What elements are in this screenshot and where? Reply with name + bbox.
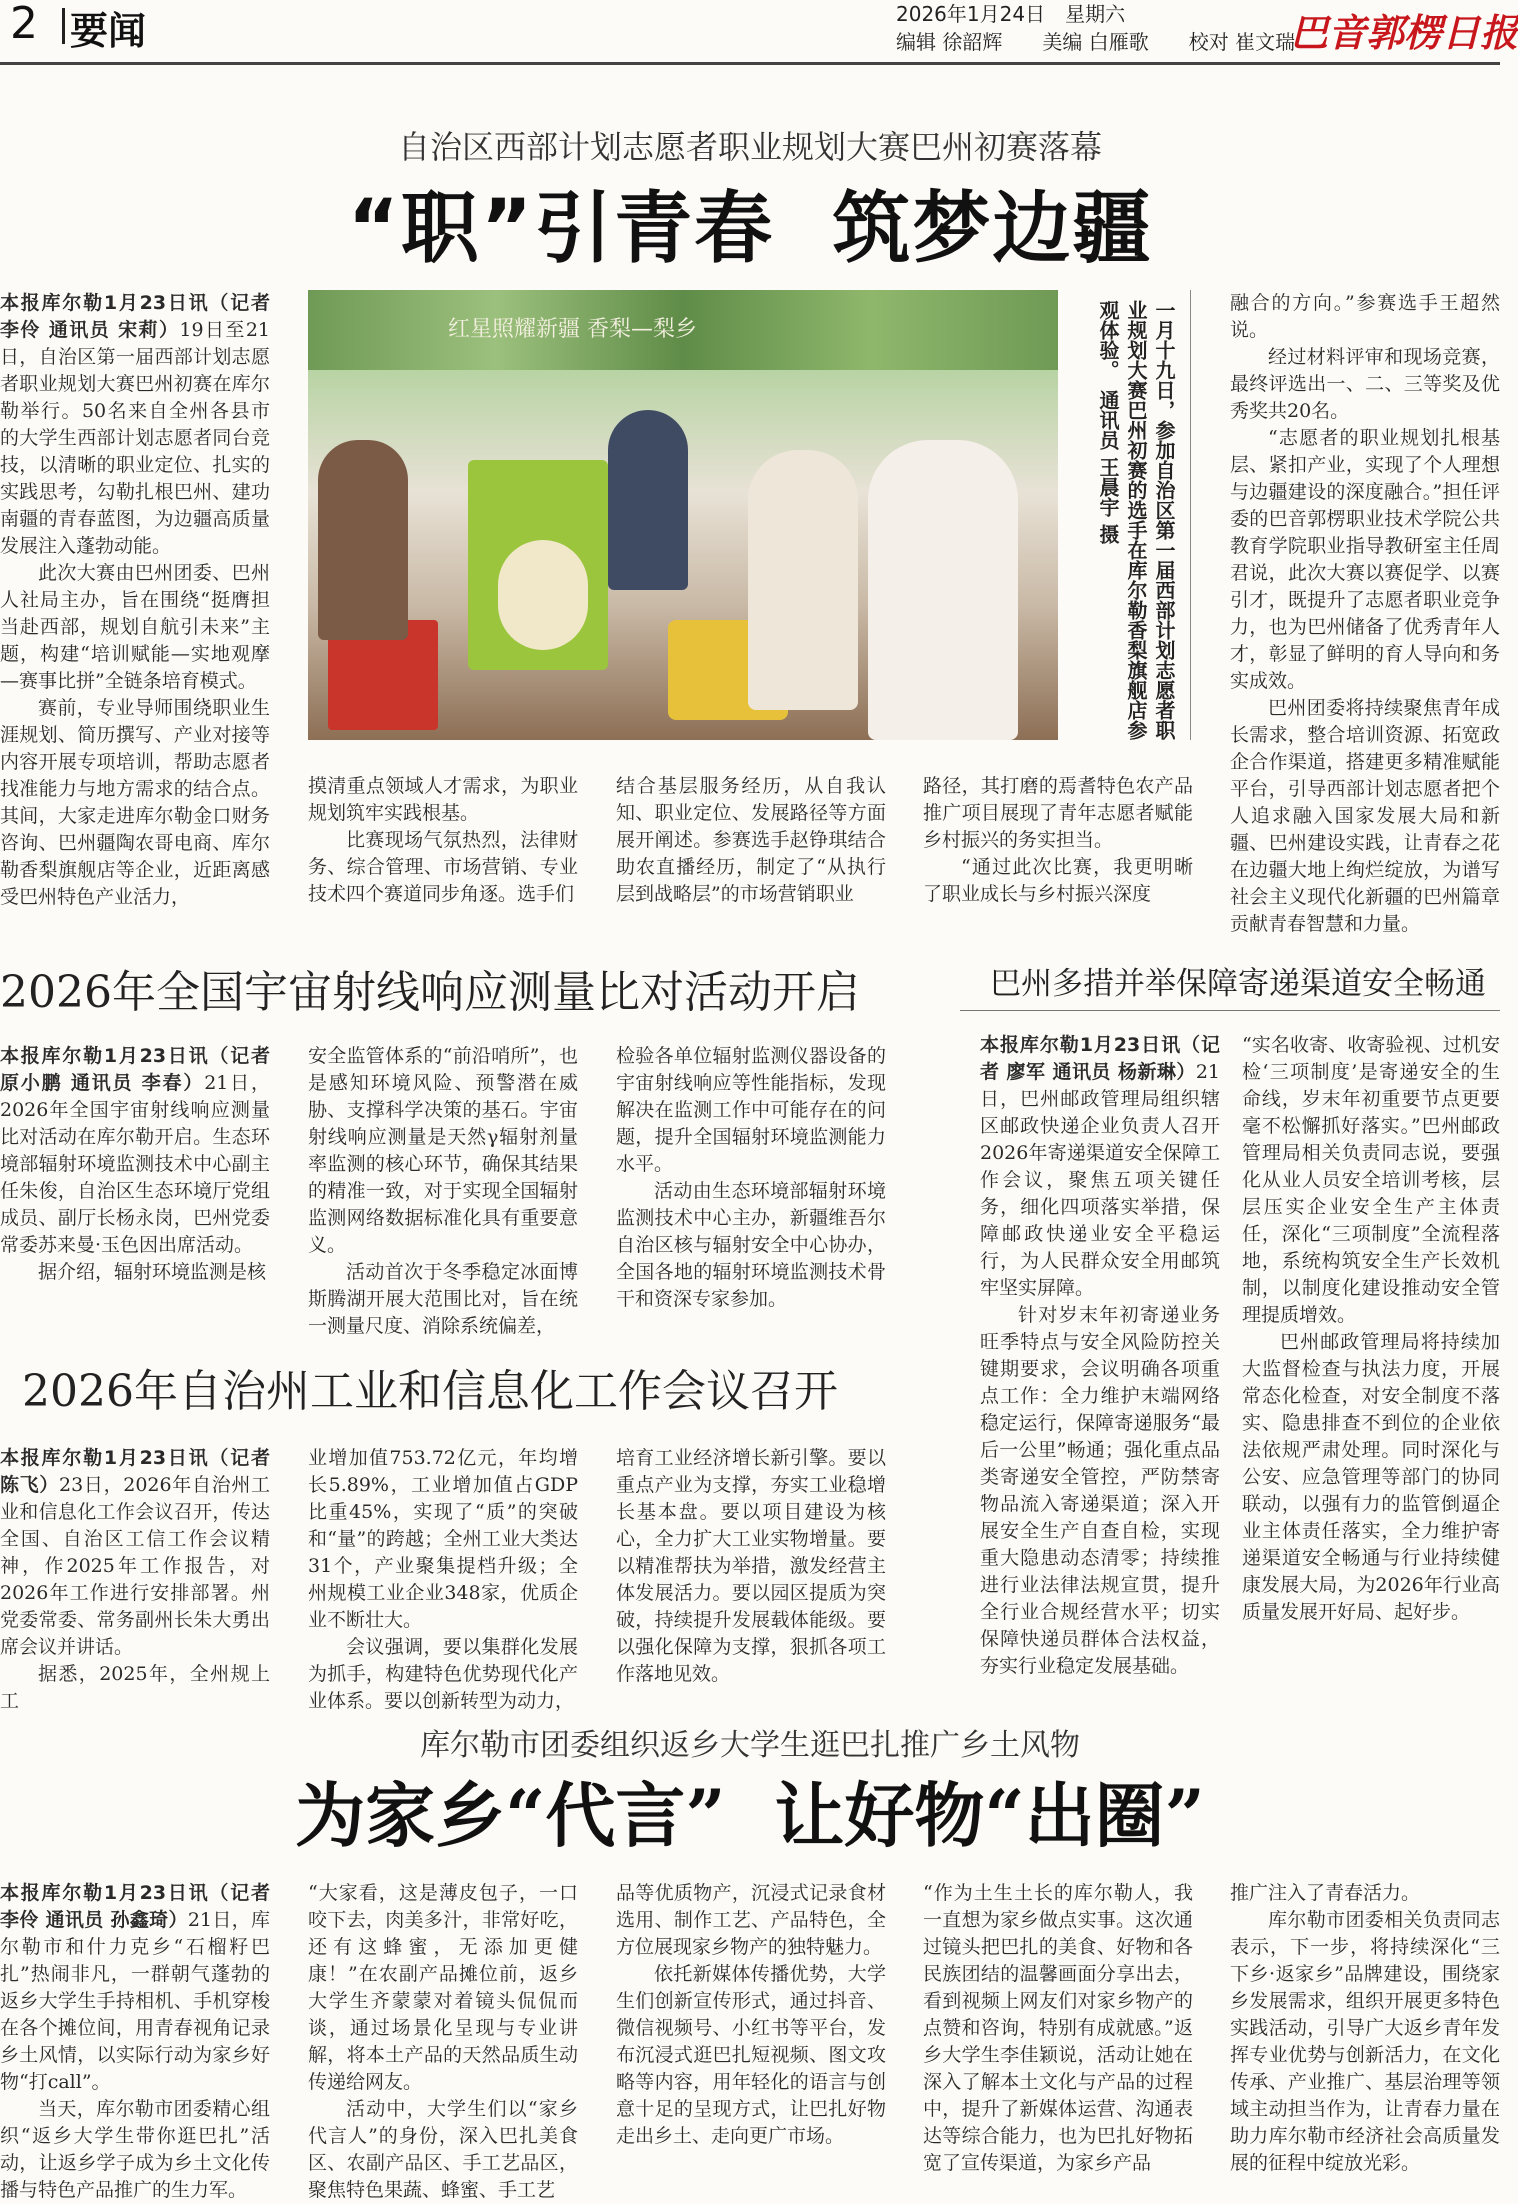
- story3-col3: [616, 1445, 886, 1688]
- story5-col5-p2: 库尔勒市团委相关负责同志表示，下一步，将持续深化“三下乡·返家乡”品牌建设，围绕家乡发展需求，组织开展更多特色实践活动，引导广大返乡青年发挥专业优势与创新活力，在文化传承、产业推广、基层治理等领域主动担当作为，让青春力量在助力库尔勒市经济社会高质量发展的征程中绽放光彩。: [1230, 1909, 1500, 2174]
- story4-col2: [1220, 1032, 1500, 1680]
- dateline-lead: 本报库尔勒1月23日讯（记者 李伶 通讯员 孙鑫琦）: [0, 1882, 270, 1931]
- story2-col1-p2: 据介绍，辐射环境监测是核: [38, 1261, 267, 1283]
- story1-photo: [308, 290, 1058, 740]
- story3-col2-p2: 会议强调，要以集群化发展为抓手，构建特色优势现代化产业体系。要以创新转型为动力，: [308, 1636, 578, 1712]
- story4-col1-p2: 针对岁末年初寄递业务旺季特点与安全风险防控关键期要求，会议明确各项重点工作：全力维护末端网络稳定运行，保障寄递服务“最后一公里”畅通；强化重点品类寄递安全管控，严防禁寄物品流入寄递渠道；深入开展安全生产自查自检，实现重大隐患动态清零；持续推进行业法律法规宣贯，提升全行业合规经营水平；切实保障快递员群体合法权益，夯实行业稳定发展基础。: [980, 1304, 1220, 1677]
- story2-col2-p2: 活动首次于冬季稳定冰面博斯腾湖开展大范围比对，旨在统一测量尺度、消除系统偏差，: [308, 1261, 578, 1337]
- story1-col1-text: 本报库尔勒1月23日讯（记者 李伶 通讯员 宋莉）19日至21日，自治区第一届西部计划志愿者职业规划大赛巴州初赛在库尔勒举行。50名来自全州各县市的大学生西部计划志愿者同台竞技，以清晰的职业定位、扎实的实践思考，勾勒扎根巴州、建功南疆的青春蓝图，为边疆高质量发展注入蓬勃动能。: [0, 292, 270, 557]
- story1-col3-text: 结合基层服务经历，从自我认知、职业定位、发展路径等方面展开阐述。参赛选手赵铮琪结合助农直播经历，制定了“从执行层到战略层”的市场营销职业: [616, 775, 886, 905]
- story5-col1-p2: 当天，库尔勒市团委精心组织“返乡大学生带你逛巴扎”活动，让返乡学子成为乡土文化传播与特色产品推广的生力军。: [0, 2098, 270, 2201]
- dateline-lead: 本报库尔勒1月23日讯（记者 李伶 通讯员 宋莉）: [0, 292, 270, 341]
- paper-name-logo: 巴音郭楞日报: [1290, 10, 1518, 55]
- photo-visitor-center: [748, 450, 858, 710]
- story3-headline: 2026年自治州工业和信息化工作会议召开: [22, 1366, 838, 1417]
- dateline-lead: 本报库尔勒1月23日讯（记者 陈飞）: [0, 1447, 270, 1496]
- story1-col5-p2: 经过材料评审和现场竞赛，最终评选出一、二、三等奖及优秀奖共20名。: [1230, 346, 1500, 422]
- story4-col2-text: “实名收寄、收寄验视、过机安检‘三项制度’是寄递安全的生命线，岁末年初重要节点更要毫不松懈抓好落实。”巴州邮政管理局相关负责同志说，要强化从业人员安全培训考核，层层压实企业安全生产主体责任，深化“三项制度”全流程落地，系统构筑安全生产长效机制，以制度化建设推动安全管理提质增效。: [1242, 1034, 1500, 1326]
- story1-col1: [0, 290, 270, 908]
- story3-col2: [308, 1445, 578, 1712]
- story5-col4-text: “作为土生土长的库尔勒人，我一直想为家乡做点实事。这次通过镜头把巴扎的美食、好物和各民族团结的温馨画面分享出去，看到视频上网友们对家乡物产的点赞和咨询，特别有成就感。”返乡大学生李佳颖说，活动让她在深入了解本土文化与产品的过程中，提升了新媒体运营、沟通表达等综合能力，也为巴扎好物拓宽了宣传渠道，为家乡产品: [923, 1882, 1193, 2174]
- story3-col2-text: 业增加值753.72亿元，年均增长5.89%，工业增加值占GDP比重45%，实现了“质”的突破和“量”的跨越；全州工业大类达31个，产业聚集提档升级；全州规模工业企业348家，优质企业不断壮大。: [308, 1447, 578, 1631]
- story4-col1: [980, 1032, 1220, 1680]
- story5-headline: 为家乡“代言” 让好物“出圈”: [295, 1774, 1205, 1857]
- story2-col2: [308, 1043, 578, 1337]
- page-number: 2: [10, 0, 38, 49]
- dateline-lead: 本报库尔勒1月23日讯（记者 廖军 通讯员 杨新琳）: [980, 1034, 1220, 1083]
- story5-col3-text: 品等优质物产，沉浸式记录食材选用、制作工艺、产品特色，全方位展现家乡物产的独特魅力。: [616, 1882, 886, 1958]
- story5-col1-text: 本报库尔勒1月23日讯（记者 李伶 通讯员 孙鑫琦）21日，库尔勒市和什力克乡“石榴籽巴扎”热闹非凡，一群朝气蓬勃的返乡大学生手持相机、手机穿梭在各个摊位间，用青春视角记录乡土风情，以实际行动为家乡好物“打call”。: [0, 1882, 270, 2093]
- photo-visitor-right: [868, 440, 1018, 740]
- story5-col2-p2: 活动中，大学生们以“家乡代言人”的身份，深入巴扎美食区、农副产品区、手工艺品区，聚焦特色果蔬、蜂蜜、手工艺: [308, 2098, 578, 2201]
- story1-headline: “职”引青春 筑梦边疆: [347, 184, 1153, 274]
- story1-kicker: 自治区西部计划志愿者职业规划大赛巴州初赛落幕: [397, 128, 1102, 166]
- dateline-lead: 本报库尔勒1月23日讯（记者 原小鹏 通讯员 李春）: [0, 1045, 270, 1094]
- story1-col4: [923, 773, 1193, 908]
- story3-col3-text: 培育工业经济增长新引擎。要以重点产业为支撑，夯实工业稳增长基本盘。要以项目建设为核心，全力扩大工业实物增量。要以精准帮扶为举措，激发经营主体发展活力。要以园区提质为突破，持续提升发展载体能级。要以强化保障为支撑，狠抓各项工作落地见效。: [616, 1447, 886, 1685]
- story1-col5-text: 融合的方向。”参赛选手王超然说。: [1230, 292, 1500, 341]
- story5-kicker: 库尔勒市团委组织返乡大学生逛巴扎推广乡土风物: [420, 1728, 1080, 1763]
- story1-col2: [308, 773, 578, 908]
- story5-col4: [923, 1880, 1193, 2188]
- story1-col2-text: 摸清重点领域人才需求，为职业规划筑牢实践根基。: [308, 775, 578, 824]
- story2-headline: 2026年全国宇宙射线响应测量比对活动开启: [0, 967, 860, 1018]
- story3-col1-p2: 据悉，2025年，全州规上工: [0, 1663, 270, 1712]
- story1-col1-p2: 此次大赛由巴州团委、巴州人社局主办，旨在围绕“挺膺担当赴西部，规划自航引未来”主题，构建“培训赋能—实地观摩—赛事比拼”全链条培育模式。: [0, 562, 270, 692]
- story2-col1-text: 本报库尔勒1月23日讯（记者 原小鹏 通讯员 李春）21日，2026年全国宇宙射线响应测量比对活动在库尔勒开启。生态环境部辐射环境监测技术中心副主任朱俊，自治区生态环境厅党组成员、副厅长杨永岗，巴州党委常委苏来曼·玉色因出席活动。: [0, 1045, 270, 1256]
- story3-col1: [0, 1445, 270, 1712]
- story1-col5-p4: 巴州团委将持续聚焦青年成长需求，整合培训资源、拓宽政企合作渠道，搭建更多精准赋能平台，引导西部计划志愿者把个人追求融入国家发展大局和新疆、巴州建设实践，让青春之花在边疆大地上绚烂绽放，为谱写社会主义现代化新疆的巴州篇章贡献青春智慧和力量。: [1230, 697, 1500, 935]
- photo-visitor-left: [318, 440, 408, 640]
- story1-col2-p2: 比赛现场气氛热烈，法律财务、综合管理、市场营销、专业技术四个赛道同步角逐。选手们: [308, 829, 578, 905]
- story1-col1-p3: 赛前，专业导师围绕职业生涯规划、简历撰写、产业对接等内容开展专项培训，帮助志愿者找准能力与地方需求的结合点。其间，大家走进库尔勒金口财务咨询、巴州疆陶农哥电商、库尔勒香梨旗舰店等企业，近距离感受巴州特色产业活力，: [0, 697, 270, 908]
- story5-col2-text: “大家看，这是薄皮包子，一口咬下去，肉美多汁，非常好吃，还有这蜂蜜，无添加更健康！”在农副产品摊位前，返乡大学生齐蒙蒙对着镜头侃侃而谈，通过场景化呈现与专业讲解，将本土产品的天然品质生动传递给网友。: [308, 1882, 578, 2093]
- story5-col3-p2: 依托新媒体传播优势，大学生们创新宣传形式，通过抖音、微信视频号、小红书等平台，发布沉浸式逛巴扎短视频、图文攻略等内容，用年轻化的语言与创意十足的呈现方式，让巴扎好物走出乡土、走向更广市场。: [616, 1963, 886, 2147]
- story3-col1-text: 本报库尔勒1月23日讯（记者 陈飞）23日，2026年自治州工业和信息化工作会议召开，传达全国、自治区工信工作会议精神，作2025年工作报告，对2026年工作进行安排部署。州党委常委、常务副州长朱大勇出席会议并讲话。: [0, 1447, 270, 1658]
- masthead-divider: [62, 8, 65, 44]
- photo-banner-text: 红星照耀新疆 香梨—梨乡: [448, 317, 697, 342]
- photo-mascot-plush: [498, 540, 588, 650]
- story1-photo-caption: 一月十九日，参加自治区第一届西部计划志愿者职业规划大赛巴州初赛的选手在库尔勒香梨旗舰店参观体验。 通讯员 王晨宇 摄: [1096, 300, 1176, 740]
- story4-headline: 巴州多措并举保障寄递渠道安全畅通: [990, 966, 1486, 1002]
- story5-col5-text: 推广注入了青春活力。: [1230, 1882, 1421, 1904]
- story4-col2-p2: 巴州邮政管理局将持续加大监督检查与执法力度，开展常态化检查，对安全制度不落实、隐患排查不到位的企业依法依规严肃处理。同时深化与公安、应急管理等部门的协同联动，以强有力的监管倒逼企业主体责任落实，全力维护寄递渠道安全畅通与行业持续健康发展大局，为2026年行业高质量发展开好局、起好步。: [1242, 1331, 1500, 1623]
- story2-col3-p2: 活动由生态环境部辐射环境监测技术中心主办，新疆维吾尔自治区核与辐射安全中心协办，全国各地的辐射环境监测技术骨干和资深专家参加。: [616, 1180, 886, 1310]
- story1-col5-p3: “志愿者的职业规划扎根基层、紧扣产业，实现了个人理想与边疆建设的深度融合。”担任评委的巴音郭楞职业技术学院公共教育学院职业指导教研室主任周君说，此次大赛以赛促学、以赛引才，既提升了志愿者职业竞争力，也为巴州储备了优秀青年人才，彰显了鲜明的育人导向和务实成效。: [1230, 427, 1500, 692]
- story2-col1: [0, 1043, 270, 1313]
- photo-visitor-back: [608, 410, 688, 590]
- date-line: 2026年1月24日 星期六: [896, 2, 1126, 26]
- story5-col5: [1230, 1880, 1500, 2188]
- story2-col3-text: 检验各单位辐射监测仪器设备的宇宙射线响应等性能指标，发现解决在监测工作中可能存在的问题，提升全国辐射环境监测能力水平。: [616, 1045, 886, 1175]
- story1-col5: [1230, 290, 1500, 935]
- story4-col1-text: 本报库尔勒1月23日讯（记者 廖军 通讯员 杨新琳）21日，巴州邮政管理局组织辖区邮政快递企业负责人召开2026年寄递渠道安全保障工作会议，聚焦五项关键任务，细化四项落实举措，保障邮政快递业安全平稳运行，为人民群众安全用邮筑牢坚实屏障。: [980, 1034, 1220, 1299]
- story5-col3: [616, 1880, 886, 2188]
- story5-col1: [0, 1880, 270, 2201]
- story2-col3: [616, 1043, 886, 1313]
- story1-col4-text: 路径，其打磨的焉耆特色农产品推广项目展现了青年志愿者赋能乡村振兴的务实担当。: [923, 775, 1193, 851]
- masthead-rule: [0, 62, 1500, 65]
- story1-col3: [616, 773, 886, 908]
- caption-box-rule: [1190, 290, 1191, 740]
- story1-col4-p2: “通过此次比赛，我更明晰了职业成长与乡村振兴深度: [923, 856, 1193, 905]
- section-title: 要闻: [70, 9, 147, 53]
- story5-col2: [308, 1880, 578, 2201]
- story2-col2-text: 安全监管体系的“前沿哨所”，也是感知环境风险、预警潜在威胁、支撑科学决策的基石。宇宙射线响应测量是天然γ辐射剂量率监测的核心环节，确保其结果的精准一致，对于实现全国辐射监测网络数据标准化具有重要意义。: [308, 1045, 578, 1256]
- staff-line: 编辑 徐韶辉 美编 白雁歌 校对 崔文瑞: [896, 30, 1296, 54]
- story4-headline-rule: [960, 1010, 1500, 1011]
